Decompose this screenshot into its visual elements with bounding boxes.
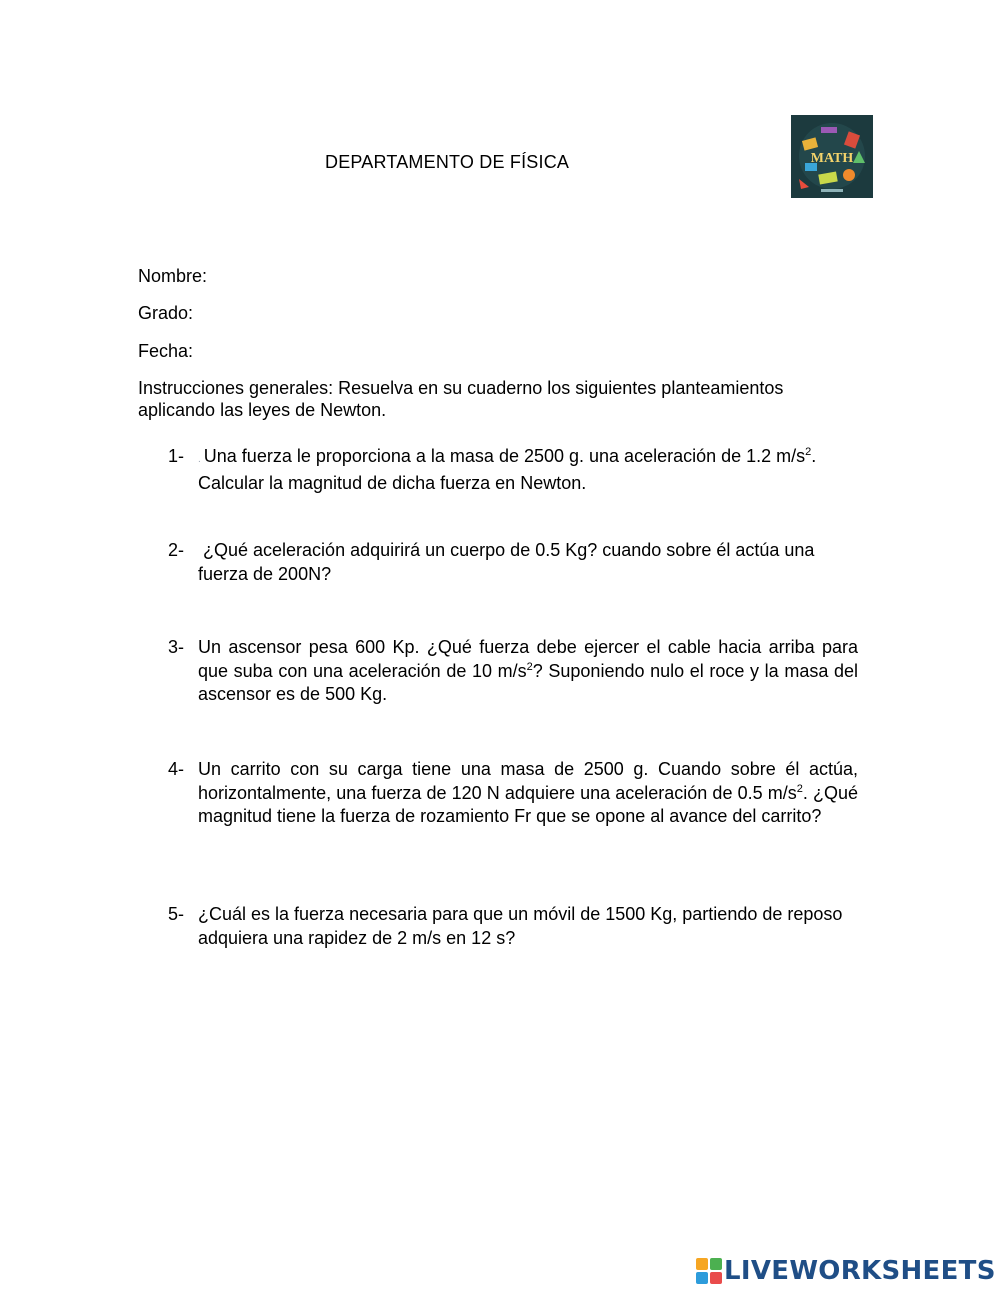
instructions: Instrucciones generales: Resuelva en su cuaderno los siguientes planteamientos aplicando las leyes de Newton. (138, 378, 784, 420)
problem-text-part: . Calcular la magnitud de dicha fuerza en Newton. (198, 446, 817, 493)
problem-number: 2- (168, 540, 185, 560)
problem-text-part: Una fuerza le proporciona a la masa de 2500 g. una aceleración de 1.2 m/s (203, 446, 806, 466)
problem-text: ¿Cuál es la fuerza necesaria para que un móvil de 1500 Kg, partiendo de reposo adquiera una rapidez de 2 m/s en 12 s? (198, 904, 843, 948)
problem-text: ¿Qué aceleración adquirirá un cuerpo de 0.5 Kg? cuando sobre él actúa una fuerza de 200N? (198, 540, 815, 584)
problem-number: 4- (168, 759, 185, 779)
brand-name: LIVEWORKSHEETS (724, 1256, 996, 1286)
problem-number: 5- (168, 904, 185, 924)
problem-text-part: ? Suponiendo nulo el roce y la masa del ascensor es de 500 Kg. (198, 660, 858, 704)
page-title: DEPARTAMENTO DE FÍSICA (325, 152, 570, 172)
problem-number: 1- (168, 446, 185, 466)
problem-1 (168, 445, 858, 495)
date-field-label: Fecha: (138, 341, 194, 361)
liveworksheets-brand[interactable] (696, 1256, 996, 1286)
name-field-label: Nombre: (138, 266, 208, 286)
problem-text-part: Un ascensor pesa 600 Kp. ¿Qué fuerza debe ejercer el cable hacia arriba para que suba con una aceleración de 10 m/s (198, 637, 858, 681)
math-collage-icon (791, 115, 873, 198)
grade-field-label: Grado: (138, 303, 194, 323)
superscript: 2 (805, 446, 812, 458)
problem-2 (168, 539, 858, 586)
liveworksheets-logo-icon (696, 1258, 722, 1284)
problem-4 (168, 758, 858, 829)
bullet-marker: . (198, 454, 201, 465)
logo-text: MATH (810, 151, 854, 166)
superscript: 2 (796, 782, 803, 795)
problem-number: 3- (168, 637, 185, 657)
problem-3 (168, 636, 858, 707)
problem-text (198, 636, 858, 707)
problem-text (198, 445, 858, 495)
problem-5 (168, 903, 858, 950)
superscript: 2 (526, 660, 533, 673)
problem-text (198, 758, 858, 829)
problem-text-part: . ¿Qué magnitud tiene la fuerza de rozamiento Fr que se opone al avance del carrito? (198, 782, 858, 826)
problem-text-part: Un carrito con su carga tiene una masa de 2500 g. Cuando sobre él actúa, horizontalmente, una fuerza de 120 N adquiere una aceleración de 0.5 m/s (198, 759, 858, 803)
